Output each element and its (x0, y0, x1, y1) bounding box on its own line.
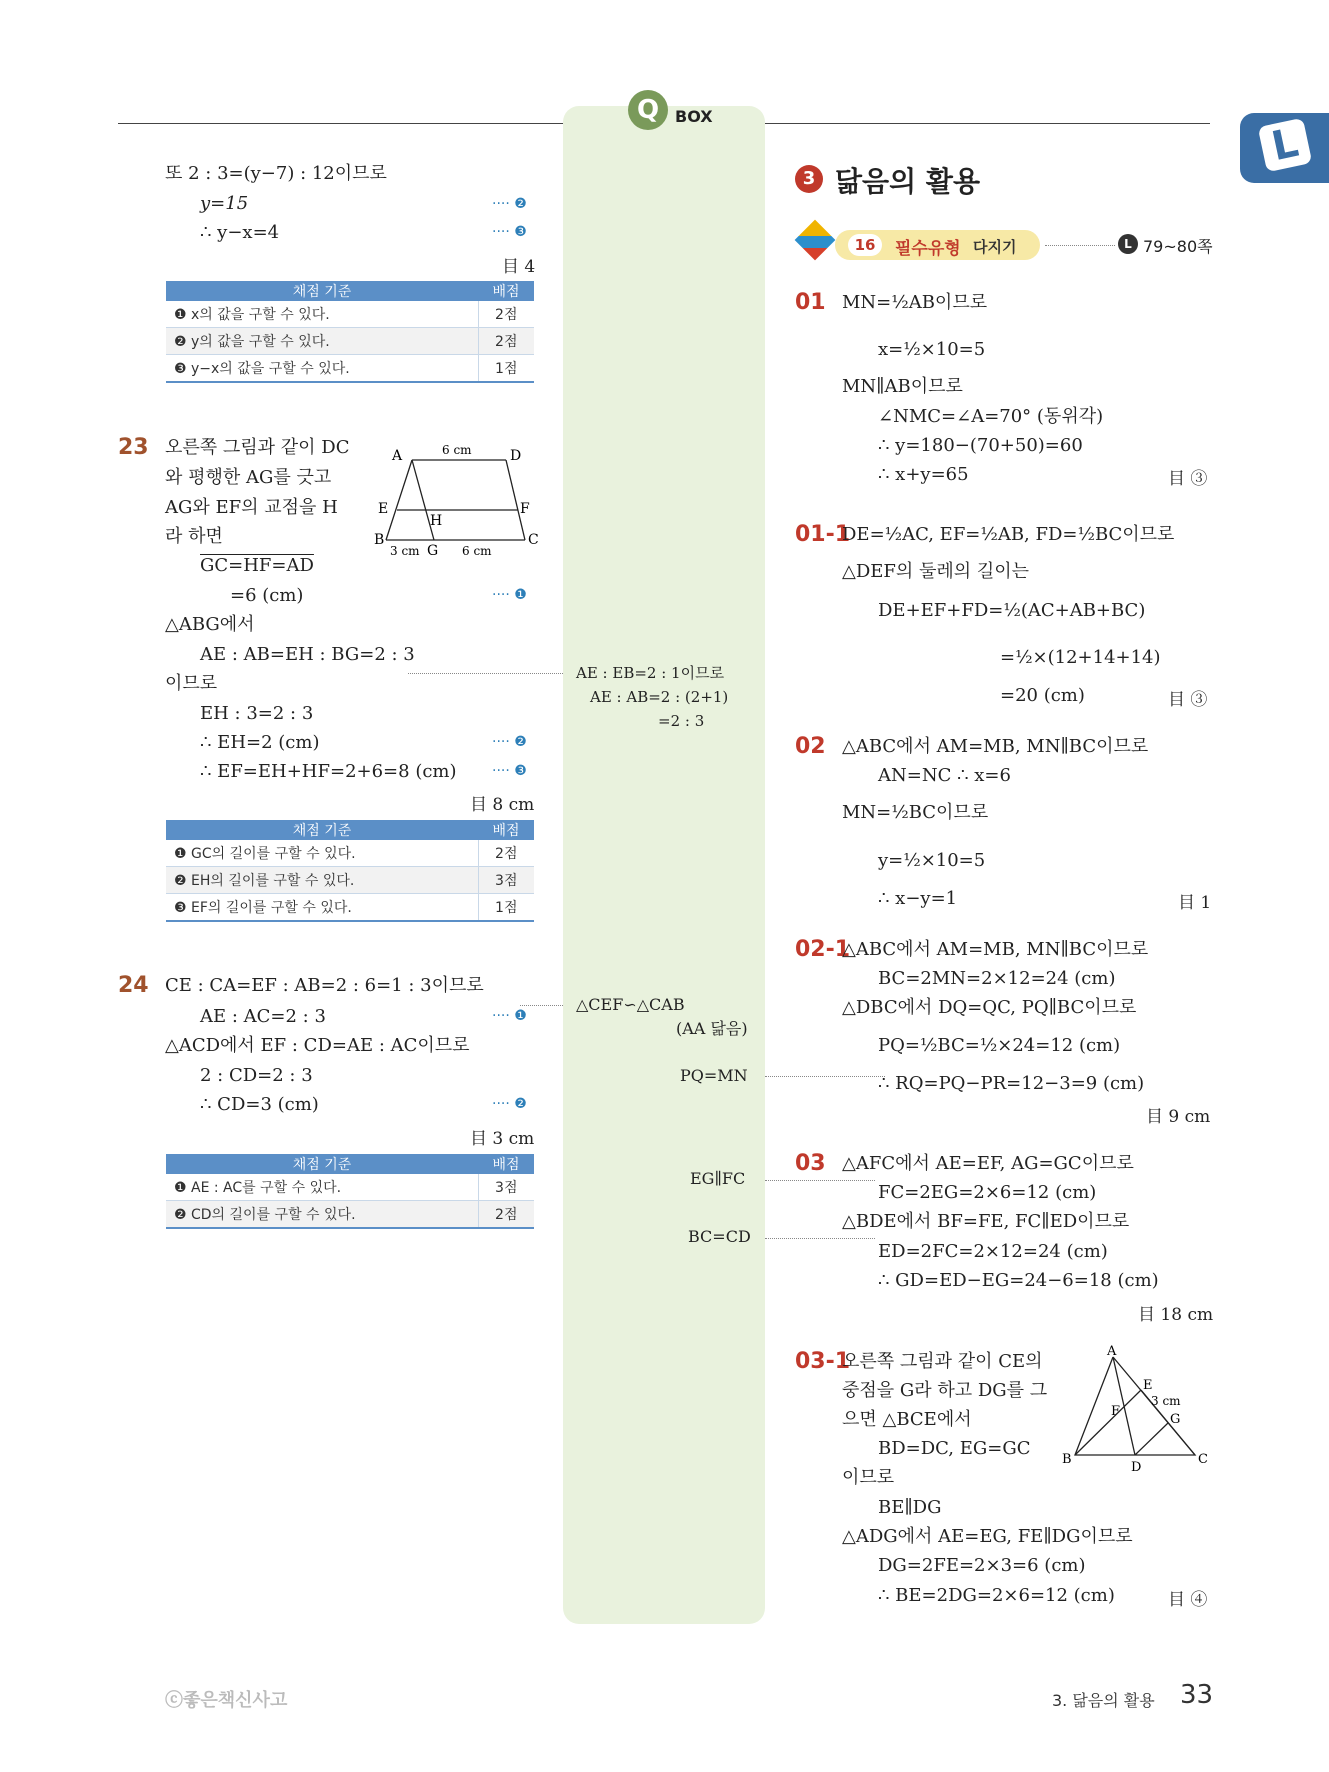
table-cell: ❶ GC의 길이를 구할 수 있다. (166, 840, 478, 867)
table-cell: ❶ AE : AC를 구할 수 있다. (166, 1174, 478, 1201)
table-cell: ❷ y의 값을 구할 수 있다. (166, 328, 478, 355)
p021-line: △DBC에서 DQ=QC, PQ∥BC이므로 (842, 997, 1137, 1018)
p24-line: AE : AC=2 : 3 (200, 1006, 326, 1027)
fig-label-C: C (1198, 1452, 1208, 1467)
p24-line: CE : CA=EF : AB=2 : 6=1 : 3이므로 (165, 975, 484, 996)
answer-icon: 目 (1168, 1590, 1185, 1610)
p01-line: MN∥AB이므로 (842, 376, 963, 397)
p24-line: 2 : CD=2 : 3 (200, 1065, 313, 1086)
intro-line-1: 또 2 : 3=(y−7) : 12이므로 (165, 163, 387, 184)
answer-02 (1178, 888, 1211, 913)
fig-label-D: D (1131, 1460, 1142, 1475)
p23-line: AG와 EF의 교점을 H (165, 497, 338, 518)
p011-line: =20 (cm) (1000, 685, 1085, 706)
p01-line: ∠NMC=∠A=70° (동위각) (878, 406, 1104, 427)
scoring-table-22 (166, 281, 534, 383)
answer-01 (1168, 464, 1207, 489)
connector-line (765, 1180, 875, 1181)
p02-line: ∴ x−y=1 (878, 888, 958, 909)
step-mark-2: ···· ❷ (492, 196, 527, 212)
table-cell: ❷ EH의 길이를 구할 수 있다. (166, 867, 478, 894)
answer-24-value: 3 cm (492, 1129, 535, 1149)
fig-label-G: G (1170, 1412, 1181, 1427)
fig-label-B: B (374, 532, 385, 548)
p02-line: AN=NC ∴ x=6 (878, 765, 1011, 786)
top-rule-right (765, 123, 1210, 124)
p021-line: BC=2MN=2×12=24 (cm) (878, 968, 1116, 989)
fig-length-br: 6 cm (462, 544, 492, 558)
answer-24 (470, 1124, 534, 1149)
p011-line: DE=½AC, EF=½AB, FD=½BC이므로 (842, 524, 1175, 545)
p021-line: ∴ RQ=PQ−PR=12−3=9 (cm) (878, 1073, 1145, 1094)
q-box-label: BOX (675, 107, 713, 126)
intro-line-3: ∴ y−x=4 (200, 222, 280, 243)
table-header-criteria: 채점 기준 (166, 1154, 478, 1174)
p031-line: 중점을 G라 하고 DG를 그 (842, 1380, 1048, 1401)
p24-line: ∴ CD=3 (cm) (200, 1094, 319, 1115)
table-cell: ❶ x의 값을 구할 수 있다. (166, 301, 478, 328)
answer-icon: 目 (1138, 1305, 1155, 1325)
qbox-note-2a: △CEF∽△CAB (576, 995, 685, 1014)
p011-line: △DEF의 둘레의 길이는 (842, 561, 1030, 582)
problem-number-01-1: 01-1 (795, 522, 851, 547)
q-box-icon: Q (628, 90, 668, 130)
cube-icon (795, 220, 836, 261)
p23-line: 오른쪽 그림과 같이 DC (165, 437, 350, 458)
p23-line: =6 (cm) (230, 585, 304, 606)
table-cell-score: 1점 (478, 894, 534, 922)
table-header-criteria: 채점 기준 (166, 820, 478, 840)
answer-23 (470, 790, 534, 815)
answer-02-value: 1 (1200, 893, 1212, 913)
fig-label-F: F (1111, 1404, 1121, 1419)
p23-line: ∴ EF=EH+HF=2+6=8 (cm) (200, 761, 457, 782)
page-number: 33 (1180, 1680, 1214, 1710)
fig-label-H: H (430, 513, 443, 529)
answer-23-value: 8 cm (492, 795, 535, 815)
qbox-note-1b: AE : AB=2 : (2+1) (590, 688, 729, 706)
table-cell-score: 2점 (478, 301, 534, 328)
p01-line: ∴ x+y=65 (878, 464, 969, 485)
table-cell-score: 2점 (478, 1201, 534, 1229)
p23-line: 라 하면 (165, 526, 223, 547)
fig-length: 3 cm (1151, 1394, 1181, 1408)
step-mark-1: ···· ❶ (492, 1008, 527, 1024)
problem-number-03-1: 03-1 (795, 1349, 851, 1374)
p23-line: 와 평행한 AG를 긋고 (165, 467, 332, 488)
p23-line: 이므로 (165, 673, 218, 694)
p02-line: y=½×10=5 (878, 850, 986, 871)
p03-line: △AFC에서 AE=EF, AG=GC이므로 (842, 1153, 1134, 1174)
answer-01-1-value: ③ (1190, 690, 1208, 710)
step-mark-2: ···· ❷ (492, 1096, 527, 1112)
table-cell: ❸ EF의 길이를 구할 수 있다. (166, 894, 478, 922)
step-mark-1: ···· ❶ (492, 587, 527, 603)
p031-line: BD=DC, EG=GC (878, 1438, 1031, 1459)
fig-label-E: E (378, 501, 389, 517)
fig-label-A: A (392, 448, 403, 464)
qbox-note-5: BC=CD (688, 1227, 751, 1246)
answer-03-1 (1168, 1585, 1207, 1610)
p23-line: △ABG에서 (165, 614, 255, 635)
answer-22-value: 4 (524, 257, 536, 277)
banner-leader (1045, 245, 1115, 246)
table-cell: ❸ y−x의 값을 구할 수 있다. (166, 355, 478, 383)
answer-02-1-value: 9 cm (1168, 1107, 1211, 1127)
intro-line-2: y=15 (200, 193, 249, 214)
page-reference: 79~80쪽 (1143, 237, 1213, 256)
connector-line (408, 673, 563, 674)
p03-line: ED=2FC=2×12=24 (cm) (878, 1241, 1108, 1262)
triangle-figure (1055, 1345, 1215, 1475)
problem-number-02-1: 02-1 (795, 937, 851, 962)
p031-line: 이므로 (842, 1467, 895, 1488)
answer-03 (1138, 1300, 1213, 1325)
answer-01-1 (1168, 685, 1207, 710)
qbox-note-1c: =2 : 3 (658, 712, 705, 730)
fig-label-D: D (510, 448, 522, 464)
p031-line: 오른쪽 그림과 같이 CE의 (842, 1351, 1043, 1372)
p23-line: AE : AB=EH : BG=2 : 3 (200, 644, 415, 665)
connector-line (765, 1238, 875, 1239)
lesson-ref-icon: L (1118, 234, 1138, 254)
p031-line: 으면 △BCE에서 (842, 1409, 972, 1430)
qbox-note-4: EG∥FC (690, 1169, 746, 1188)
answer-icon: 目 (1146, 1107, 1163, 1127)
problem-number-02: 02 (795, 734, 826, 759)
p03-line: △BDE에서 BF=FE, FC∥ED이므로 (842, 1211, 1130, 1232)
connector-line (765, 1076, 885, 1077)
section-number-badge: 3 (795, 165, 823, 193)
table-header-score: 배점 (478, 820, 534, 840)
table-cell-score: 3점 (478, 867, 534, 894)
answer-03-1-value: ④ (1190, 1590, 1208, 1610)
qbox-note-1a: AE : EB=2 : 1이므로 (576, 664, 725, 682)
fig-label-E: E (1143, 1378, 1153, 1393)
table-cell-score: 3점 (478, 1174, 534, 1201)
footer-chapter: 3. 닮음의 활용 (1052, 1691, 1155, 1710)
answer-22 (502, 252, 535, 277)
answer-03-value: 18 cm (1160, 1305, 1214, 1325)
publisher-mark: ⓒ좋은책신사고 (165, 1690, 288, 1711)
p02-line: MN=½BC이므로 (842, 802, 989, 823)
problem-number-01: 01 (795, 290, 826, 315)
p01-line: MN=½AB이므로 (842, 292, 988, 313)
step-mark-3: ···· ❸ (492, 763, 527, 779)
p031-line: BE∥DG (878, 1497, 942, 1518)
fig-label-C: C (528, 532, 539, 548)
trapezoid-figure (370, 440, 540, 560)
qbox-note-2b: (AA 닮음) (676, 1019, 748, 1038)
p01-line: ∴ y=180−(70+50)=60 (878, 435, 1083, 456)
p011-line: DE+EF+FD=½(AC+AB+BC) (878, 600, 1146, 621)
table-cell: ❷ CD의 길이를 구할 수 있다. (166, 1201, 478, 1229)
q-box-column (563, 106, 765, 1624)
p031-line: △ADG에서 AE=EG, FE∥DG이므로 (842, 1526, 1133, 1547)
answer-icon: 目 (470, 795, 487, 815)
p03-line: FC=2EG=2×6=12 (cm) (878, 1182, 1097, 1203)
problem-number-03: 03 (795, 1151, 826, 1176)
table-header-criteria: 채점 기준 (166, 281, 478, 301)
fig-length-bl: 3 cm (390, 544, 420, 558)
answer-icon: 目 (1178, 893, 1195, 913)
table-cell-score: 2점 (478, 840, 534, 867)
fig-label-A: A (1107, 1345, 1117, 1359)
p03-line: ∴ GD=ED−EG=24−6=18 (cm) (878, 1270, 1159, 1291)
step-mark-2: ···· ❷ (492, 734, 527, 750)
scoring-table-24 (166, 1154, 534, 1229)
fig-label-G: G (427, 543, 439, 559)
problem-number-23: 23 (118, 435, 149, 460)
type-number: 16 (848, 234, 882, 256)
p011-line: =½×(12+14+14) (1000, 647, 1161, 668)
p02-line: △ABC에서 AM=MB, MN∥BC이므로 (842, 736, 1149, 757)
fig-label-B: B (1062, 1452, 1072, 1467)
table-header-score: 배점 (478, 1154, 534, 1174)
p23-line: GC=HF=AD (200, 555, 314, 576)
type-label-2: 다지기 (973, 238, 1017, 256)
table-cell-score: 1점 (478, 355, 534, 383)
answer-icon: 目 (1168, 690, 1185, 710)
answer-icon: 目 (470, 1129, 487, 1149)
answer-02-1 (1146, 1102, 1210, 1127)
table-header-score: 배점 (478, 281, 534, 301)
p01-line: x=½×10=5 (878, 339, 986, 360)
chapter-tab-letter: L (1258, 118, 1313, 173)
p23-line: ∴ EH=2 (cm) (200, 732, 320, 753)
p031-line: DG=2FE=2×3=6 (cm) (878, 1555, 1086, 1576)
p021-line: △ABC에서 AM=MB, MN∥BC이므로 (842, 939, 1149, 960)
fig-length-top: 6 cm (442, 443, 472, 457)
scoring-table-23 (166, 820, 534, 922)
answer-icon: 目 (1168, 469, 1185, 489)
p23-line: EH : 3=2 : 3 (200, 703, 314, 724)
table-cell-score: 2점 (478, 328, 534, 355)
section-title: 닮음의 활용 (835, 165, 980, 198)
connector-line (520, 1005, 563, 1006)
type-label: 필수유형 (895, 239, 961, 259)
problem-number-24: 24 (118, 973, 149, 998)
p031-line: ∴ BE=2DG=2×6=12 (cm) (878, 1585, 1115, 1606)
qbox-note-3: PQ=MN (680, 1066, 748, 1085)
answer-01-value: ③ (1190, 469, 1208, 489)
top-rule-left (118, 123, 563, 124)
p021-line: PQ=½BC=½×24=12 (cm) (878, 1035, 1121, 1056)
answer-icon: 目 (502, 257, 519, 277)
p24-line: △ACD에서 EF : CD=AE : AC이므로 (165, 1035, 470, 1056)
step-mark-3: ···· ❸ (492, 224, 527, 240)
fig-label-F: F (520, 501, 530, 517)
